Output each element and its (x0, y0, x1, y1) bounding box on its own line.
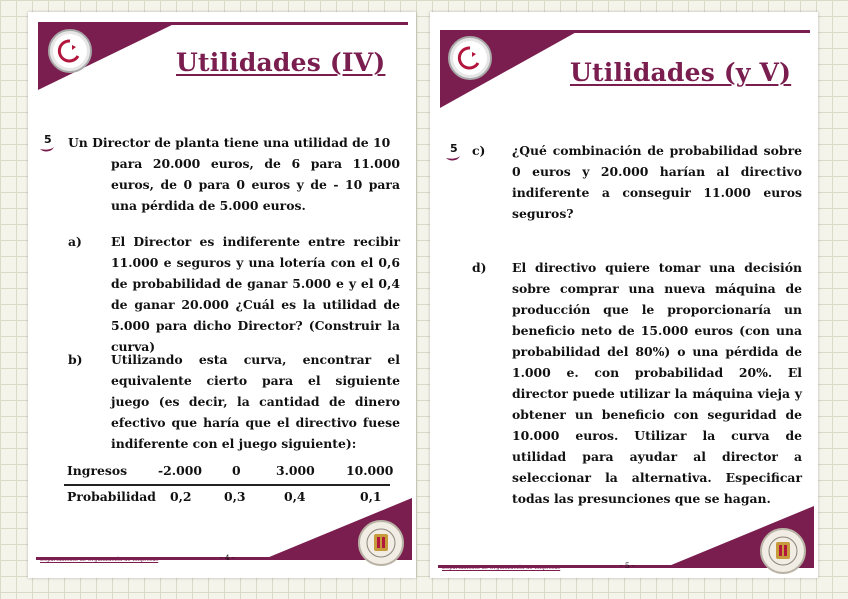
university-logo (448, 36, 492, 80)
table-cell: 0,2 (170, 489, 192, 504)
table-cell: 3.000 (276, 463, 315, 478)
table-cell: 0,4 (284, 489, 306, 504)
item-label: c) (472, 143, 486, 158)
table-cell: 10.000 (346, 463, 394, 478)
slide-page-5 (430, 12, 818, 578)
bullet-number-icon (38, 133, 58, 153)
page-title: Utilidades (IV) (176, 48, 386, 77)
university-seal (358, 520, 404, 566)
slide-page-4 (28, 12, 416, 578)
problem-intro-text: para 20.000 euros, de 6 para 11.000 euros, de 0 para 0 euros y de - 10 para una pérdida de 5.000 euros. (111, 156, 400, 213)
university-logo (48, 29, 92, 73)
table-cell: 0,3 (224, 489, 246, 504)
table-row-income (64, 463, 394, 485)
item-text: ¿Qué combinación de probabilidad sobre 0 euros y 20.000 harían al directivo indiferente a conseguir 11.000 euros seguros? (512, 143, 802, 221)
table-cell: Ingresos (67, 463, 128, 478)
bullet-number: 5 (450, 142, 458, 155)
bullet-number: 5 (44, 133, 52, 146)
table-cell: 0,1 (360, 489, 382, 504)
page-number: - 5 - (620, 561, 635, 570)
table-cell: Probabilidad (67, 489, 156, 504)
footer-department: Departamento de Organización de Empresas (40, 557, 159, 563)
problem-intro-first-line: Un Director de planta tiene una utilidad de 10 (68, 135, 391, 150)
item-text: Utilizando esta curva, encontrar el equivalente cierto para el siguiente juego (es decir, la cantidad de dinero efectivo que haría que el directivo fuese indiferente con el juego siguiente): (111, 352, 400, 451)
table-cell: 0 (232, 463, 241, 478)
table-cell: -2.000 (158, 463, 202, 478)
item-label: d) (472, 260, 487, 275)
header-rule (570, 30, 810, 33)
item-text: El Director es indiferente entre recibir 11.000 e seguros y una lotería con el 0,6 de probabilidad de ganar 5.000 e y el 0,4 de ganar 20.000 ¿Cuál es la utilidad de 5.000 para dicho Director? (Construir la curva) (111, 234, 400, 354)
page-title: Utilidades (y V) (570, 58, 792, 87)
university-seal (760, 528, 806, 574)
item-text: El directivo quiere tomar una decisión sobre comprar una nueva máquina de producción que le proporcionaría un beneficio neto de 15.000 euros (con una probabilidad del 80%) o una pérdida de 1.000 e. con probabilidad 20%. El director puede utilizar la máquina vieja y obtener un beneficio con seguridad de 10.000 euros. Utilizar la curva de utilidad para ayudar al director a seleccionar la alternativa. Especificar todas las presunciones que se hagan. (512, 260, 802, 506)
footer-department: Departamento de Organización de Empresas (442, 565, 561, 571)
item-label: a) (68, 234, 82, 249)
page-number: - 4 - (220, 553, 235, 562)
table-divider (64, 484, 390, 486)
bullet-number-icon (444, 142, 464, 162)
item-label: b) (68, 352, 83, 367)
header-rule (168, 22, 408, 25)
